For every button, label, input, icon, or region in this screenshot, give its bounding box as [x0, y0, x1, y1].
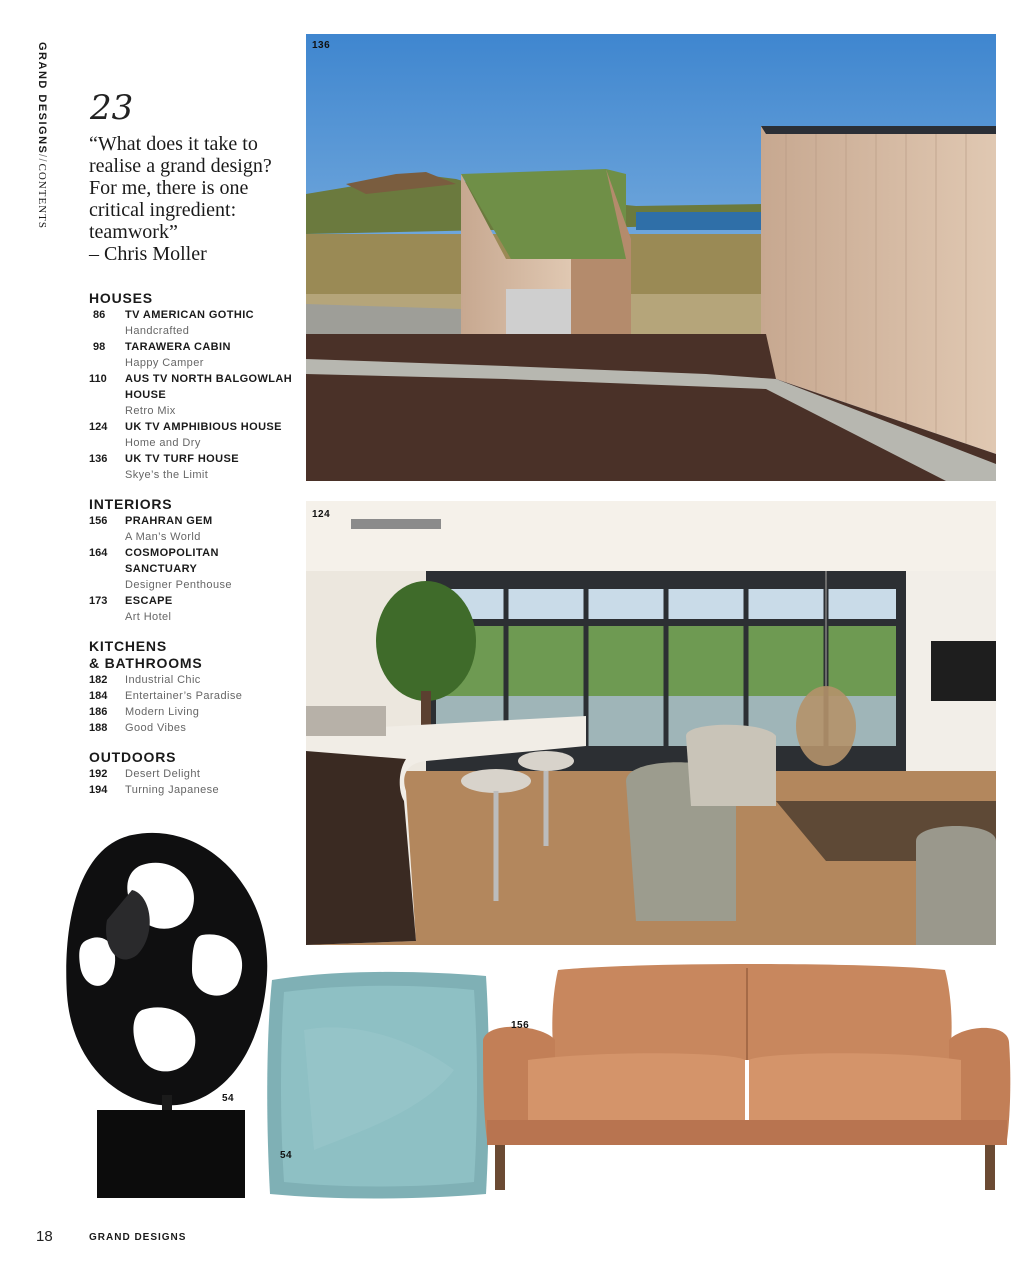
toc-entry[interactable]: [89, 339, 309, 371]
pull-quote: [89, 133, 299, 265]
toc-entry[interactable]: [89, 513, 309, 545]
quote-author: – Chris Moller: [89, 243, 207, 265]
brand-tag: GRAND DESIGNS: [36, 42, 48, 155]
toc-sub: Happy Camper: [125, 357, 204, 369]
toc-page: 182: [89, 674, 108, 686]
toc-page: 110: [89, 373, 107, 385]
toc-title: UK TV AMPHIBIOUS HOUSE: [125, 421, 282, 433]
toc-sub: A Man’s World: [125, 531, 201, 543]
footer-page-number: 18: [36, 1228, 53, 1245]
toc-sub: Entertainer’s Paradise: [125, 690, 243, 702]
toc-page: 192: [89, 768, 108, 780]
tag-separator: //: [36, 154, 48, 164]
toc-entry[interactable]: [89, 782, 309, 798]
sofa-image: [483, 960, 1011, 1200]
toc-page: 136: [89, 453, 108, 465]
interior-image: [306, 501, 996, 945]
toc-entry[interactable]: [89, 704, 309, 720]
toc-page: 124: [89, 421, 108, 433]
toc-sub: Handcrafted: [125, 325, 190, 337]
section-heading-interiors: INTERIORS: [89, 496, 173, 512]
photo-page-label: 124: [312, 509, 331, 520]
toc-interiors: [89, 496, 309, 625]
toc-entry[interactable]: [89, 720, 309, 736]
photo-page-label: 54: [280, 1150, 293, 1161]
toc-sub: Art Hotel: [125, 611, 172, 623]
toc-sub: Modern Living: [125, 706, 200, 718]
sofa-photo[interactable]: [483, 960, 1011, 1200]
toc-entry[interactable]: [89, 307, 309, 339]
vertical-section-tag: [34, 42, 48, 252]
section-heading-outdoors: OUTDOORS: [89, 749, 177, 765]
turf-house-image: [306, 34, 996, 481]
toc-outdoors: [89, 749, 309, 798]
toc-page: 184: [89, 690, 108, 702]
toc-page: 186: [89, 706, 108, 718]
toc-sub: Retro Mix: [125, 405, 176, 417]
interior-photo[interactable]: [306, 501, 996, 945]
toc-entry[interactable]: [89, 672, 309, 688]
toc-title: UK TV TURF HOUSE: [125, 453, 239, 465]
toc-sub: Industrial Chic: [125, 674, 201, 686]
toc-sub: Good Vibes: [125, 722, 187, 734]
toc-page: 188: [89, 722, 108, 734]
toc-page: 164: [89, 547, 108, 559]
section-heading-houses: HOUSES: [89, 290, 153, 306]
photo-page-label: 54: [222, 1093, 235, 1104]
toc-page: 173: [89, 595, 108, 607]
toc-entry[interactable]: [89, 688, 309, 704]
toc-sub: Desert Delight: [125, 768, 201, 780]
toc-title: AUS TV NORTH BALGOWLAH HOUSE: [125, 373, 293, 401]
toc-title: ESCAPE: [125, 595, 173, 607]
toc-title: TARAWERA CABIN: [125, 341, 231, 353]
toc-entry[interactable]: [89, 451, 309, 483]
toc-entry[interactable]: [89, 419, 309, 451]
toc-sub: Designer Penthouse: [125, 579, 232, 591]
cushion-image: [264, 970, 490, 1200]
toc-title: TV AMERICAN GOTHIC: [125, 309, 255, 321]
section-heading-bathrooms: & BATHROOMS: [89, 655, 203, 671]
toc-page: 156: [89, 515, 108, 527]
toc-entry[interactable]: [89, 766, 309, 782]
script-page-number: 23: [90, 88, 134, 128]
toc-entry[interactable]: [89, 593, 309, 625]
cushion-photo[interactable]: [264, 970, 490, 1200]
quote-text: “What does it take to realise a grand design? For me, there is one critical ingredient: teamwork”: [89, 133, 272, 243]
toc-page: 98: [93, 341, 106, 353]
section-heading-kitchens: KITCHENS: [89, 638, 167, 654]
footer-magazine-name: GRAND DESIGNS: [89, 1232, 187, 1243]
toc-title: COSMOPOLITAN SANCTUARY: [125, 547, 219, 575]
toc-sub: Home and Dry: [125, 437, 201, 449]
toc-sub: Turning Japanese: [125, 784, 220, 796]
turf-house-photo[interactable]: [306, 34, 996, 481]
toc-title: PRAHRAN GEM: [125, 515, 213, 527]
toc-kitchens: [89, 638, 309, 736]
toc-page: 194: [89, 784, 108, 796]
photo-page-label: 156: [511, 1020, 530, 1031]
section-tag: CONTENTS: [36, 163, 48, 229]
toc-entry[interactable]: [89, 371, 309, 419]
toc-sub: Skye’s the Limit: [125, 469, 209, 481]
sculpture-image: [62, 825, 272, 1200]
toc-houses: [89, 290, 309, 483]
photo-page-label: 136: [312, 40, 331, 51]
sculpture-photo[interactable]: [62, 825, 272, 1200]
toc-entry[interactable]: [89, 545, 309, 593]
toc-page: 86: [93, 309, 106, 321]
